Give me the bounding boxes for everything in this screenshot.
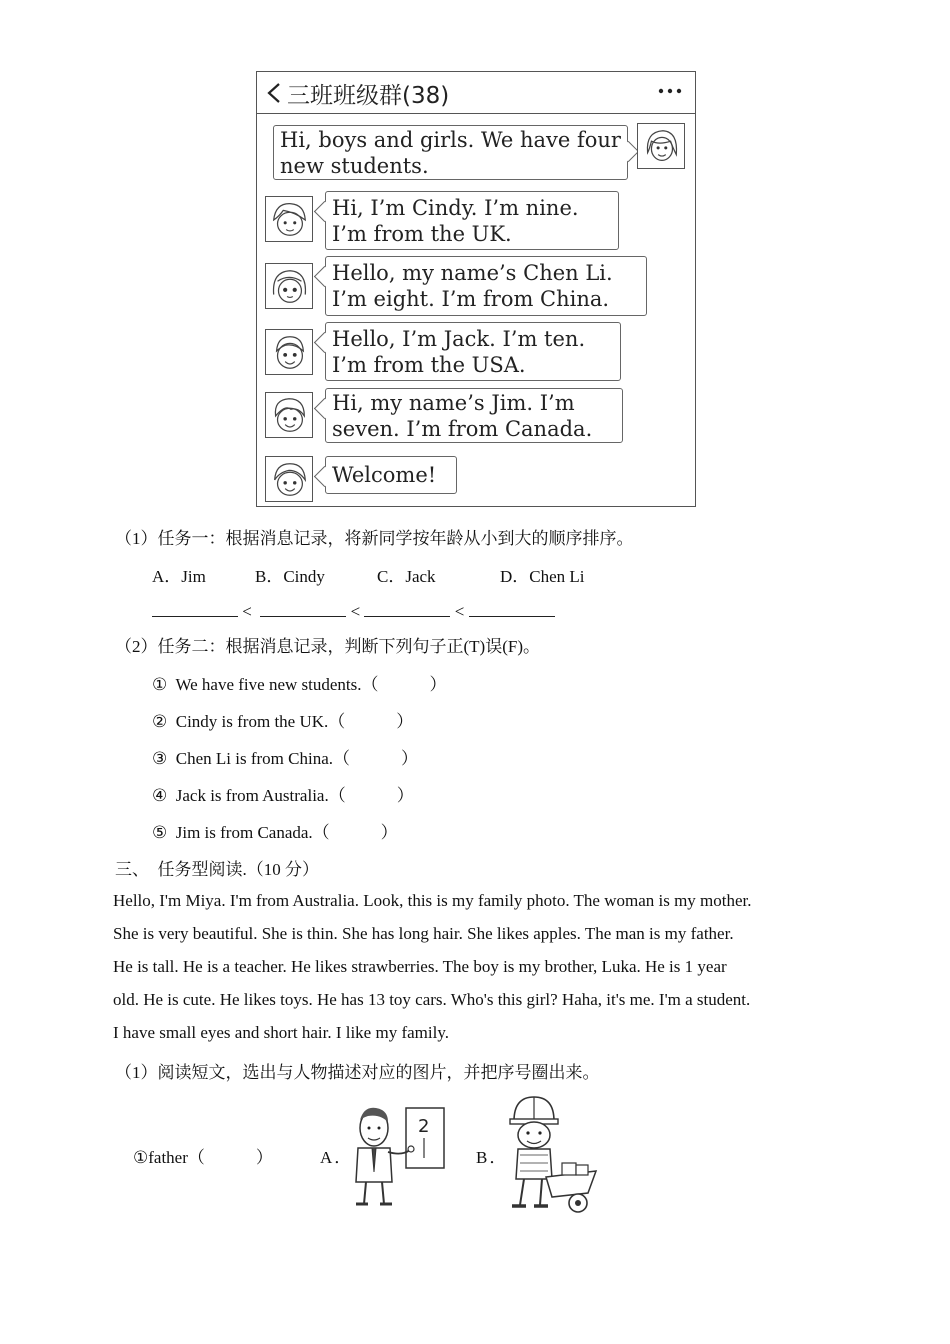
passage-line: I have small eyes and short hair. I like my family. bbox=[113, 1023, 449, 1042]
teacher-pointing-board-icon[interactable] bbox=[344, 1100, 448, 1210]
passage-line: He is tall. He is a teacher. He likes strawberries. The boy is my brother, Luka. He is 1 year bbox=[113, 957, 727, 976]
item-statement[interactable]: We have five new students.（ ） bbox=[175, 675, 447, 694]
option-b-label[interactable]: B． bbox=[476, 1148, 509, 1167]
option-a-label[interactable]: A． bbox=[320, 1148, 354, 1167]
task1-option-a: A．Jim bbox=[152, 567, 206, 586]
boy-face-icon bbox=[266, 393, 312, 437]
less-than-sign: < bbox=[242, 602, 252, 621]
answer-blank[interactable] bbox=[260, 599, 346, 617]
task1-option-d: D．Chen Li bbox=[500, 567, 585, 586]
task1-option-c: C．Jack bbox=[377, 567, 436, 586]
builder-wheelbarrow-icon[interactable] bbox=[500, 1093, 600, 1215]
passage-line: Hello, I'm Miya. I'm from Australia. Look, this is my family photo. The woman is my mother. bbox=[113, 891, 752, 910]
item-number: ③ bbox=[152, 749, 168, 768]
jim-avatar bbox=[265, 392, 313, 438]
classmate-avatar bbox=[265, 456, 313, 502]
girl-face-icon bbox=[266, 457, 312, 501]
cindy-avatar bbox=[265, 196, 313, 242]
answer-blank[interactable] bbox=[152, 599, 238, 617]
passage-line: old. He is cute. He likes toys. He has 13 toy cars. Who's this girl? Haha, it's me. I'm a student. bbox=[113, 990, 751, 1009]
item-number: ② bbox=[152, 712, 168, 731]
chen-li-avatar bbox=[265, 263, 313, 309]
task1-option-b: B．Cindy bbox=[255, 567, 325, 586]
teacher-avatar bbox=[637, 123, 685, 169]
chat-message-bubble: Hi, my name’s Jim. I’m seven. I’m from Canada. bbox=[325, 388, 623, 443]
girl-face-icon bbox=[638, 124, 684, 168]
item-statement[interactable]: Chen Li is from China.（ ） bbox=[175, 749, 418, 768]
q1-item-father[interactable]: ①father（ ） bbox=[133, 1148, 273, 1167]
task2-item bbox=[152, 818, 398, 843]
passage-line: She is very beautiful. She is thin. She has long hair. She likes apples. The man is my father. bbox=[113, 924, 734, 943]
task2-item bbox=[152, 781, 414, 806]
chat-message-bubble: Welcome! bbox=[325, 456, 457, 494]
item-number: ④ bbox=[152, 786, 168, 805]
task2-item bbox=[152, 707, 413, 732]
task2-item bbox=[152, 670, 447, 695]
chat-title: 三班班级群(38) bbox=[287, 83, 450, 109]
chat-message-bubble: Hi, boys and girls. We have four new students. bbox=[273, 125, 628, 180]
jack-avatar bbox=[265, 329, 313, 375]
chat-message-bubble: Hello, my name’s Chen Li. I’m eight. I’m from China. bbox=[325, 256, 647, 316]
item-number: ⑤ bbox=[152, 823, 168, 842]
chevron-left-icon[interactable] bbox=[263, 80, 287, 106]
item-statement[interactable]: Jim is from Canada.（ ） bbox=[175, 823, 398, 842]
board-number: 2 bbox=[418, 1116, 430, 1137]
item-statement[interactable]: Jack is from Australia.（ ） bbox=[175, 786, 414, 805]
chat-header bbox=[257, 72, 695, 114]
item-number: ① bbox=[152, 675, 168, 694]
chat-message-bubble: Hi, I’m Cindy. I’m nine. I’m from the UK. bbox=[325, 191, 619, 250]
item-statement[interactable]: Cindy is from the UK.（ ） bbox=[175, 712, 414, 731]
task2-item bbox=[152, 744, 418, 769]
boy-face-icon bbox=[266, 330, 312, 374]
chat-message-bubble: Hello, I’m Jack. I’m ten. I’m from the USA. bbox=[325, 322, 621, 381]
task1-prompt: （1）任务一：根据消息记录，将新同学按年龄从小到大的顺序排序。 bbox=[115, 529, 634, 548]
more-dots-icon[interactable] bbox=[657, 84, 683, 98]
task2-prompt: （2）任务二：根据消息记录，判断下列句子正(T)误(F)。 bbox=[115, 637, 540, 656]
chat-screenshot bbox=[256, 71, 696, 507]
girl-face-icon bbox=[266, 197, 312, 241]
less-than-sign: < bbox=[454, 602, 465, 621]
q1-prompt: （1）阅读短文，选出与人物描述对应的图片，并把序号圈出来。 bbox=[115, 1063, 600, 1082]
answer-blank[interactable] bbox=[364, 599, 450, 617]
section3-heading: 三、 任务型阅读.（10 分） bbox=[115, 860, 319, 879]
less-than-sign: < bbox=[350, 602, 361, 621]
girl-face-icon bbox=[266, 264, 312, 308]
task1-order-line bbox=[152, 599, 555, 622]
answer-blank[interactable] bbox=[469, 599, 555, 617]
